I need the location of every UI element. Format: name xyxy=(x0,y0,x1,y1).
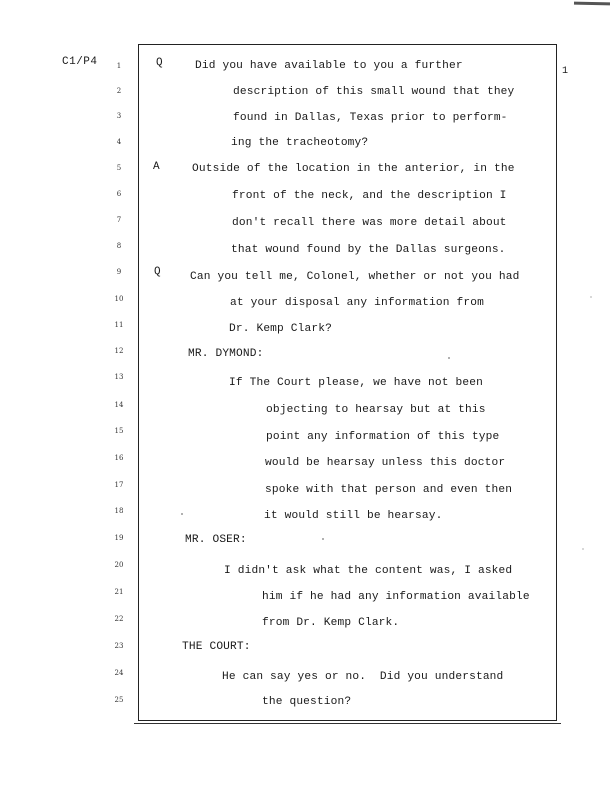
transcript-line: Did you have available to you a further xyxy=(195,60,463,72)
line-number: 14 xyxy=(114,401,124,409)
line-number: 18 xyxy=(114,507,124,515)
speaker-label: MR. OSER: xyxy=(185,534,247,546)
scan-speck xyxy=(448,357,450,359)
transcript-line: description of this small wound that they xyxy=(233,86,515,98)
transcript-line: front of the neck, and the description I xyxy=(232,190,507,202)
line-number: 13 xyxy=(114,373,124,381)
transcript-line: that wound found by the Dallas surgeons. xyxy=(231,244,506,256)
line-number: 21 xyxy=(114,588,124,596)
page-number: 1 xyxy=(562,66,569,77)
transcript-line: Dr. Kemp Clark? xyxy=(229,323,332,335)
line-number: 24 xyxy=(114,669,124,677)
answer-marker: A xyxy=(153,161,160,173)
transcript-line: If The Court please, we have not been xyxy=(229,377,483,389)
transcript-line: would be hearsay unless this doctor xyxy=(265,457,506,469)
transcript-line: spoke with that person and even then xyxy=(265,484,513,496)
line-number: 20 xyxy=(114,561,124,569)
scan-speck xyxy=(582,548,584,550)
scan-speck xyxy=(322,538,324,540)
line-number: 22 xyxy=(114,615,124,623)
line-number: 10 xyxy=(114,295,124,303)
line-number: 19 xyxy=(114,534,124,542)
frame-bottom-rule xyxy=(134,723,561,724)
line-number: 1 xyxy=(116,62,122,70)
transcript-line: objecting to hearsay but at this xyxy=(266,404,486,416)
scan-speck xyxy=(590,296,592,298)
transcript-line: found in Dallas, Texas prior to perform- xyxy=(233,112,508,124)
question-marker: Q xyxy=(156,57,163,69)
scan-speck xyxy=(181,513,183,515)
speaker-label: THE COURT: xyxy=(182,641,251,653)
line-number: 23 xyxy=(114,642,124,650)
transcript-line: He can say yes or no. Did you understand xyxy=(222,671,504,683)
page-id: C1/P4 xyxy=(62,56,98,68)
line-number: 7 xyxy=(116,216,122,224)
transcript-line: from Dr. Kemp Clark. xyxy=(262,617,400,629)
line-number: 25 xyxy=(114,696,124,704)
transcript-line: Can you tell me, Colonel, whether or not you had xyxy=(190,271,520,283)
line-number: 5 xyxy=(116,164,122,172)
line-number: 9 xyxy=(116,268,122,276)
transcript-line: point any information of this type xyxy=(266,431,500,443)
line-number: 6 xyxy=(116,190,122,198)
line-number: 15 xyxy=(114,427,124,435)
line-number: 3 xyxy=(116,112,122,120)
speaker-label: MR. DYMOND: xyxy=(188,348,264,360)
transcript-line: I didn't ask what the content was, I asked xyxy=(224,565,513,577)
top-edge-mark xyxy=(574,2,610,6)
line-number: 12 xyxy=(114,347,124,355)
transcript-line: don't recall there was more detail about xyxy=(232,217,507,229)
transcript-line: at your disposal any information from xyxy=(230,297,484,309)
transcript-line: it would still be hearsay. xyxy=(264,510,443,522)
transcript-line: the question? xyxy=(262,696,352,708)
line-number: 17 xyxy=(114,481,124,489)
line-number: 11 xyxy=(114,321,124,329)
transcript-line: him if he had any information available xyxy=(262,591,530,603)
transcript-line: ing the tracheotomy? xyxy=(231,137,369,149)
line-number: 16 xyxy=(114,454,124,462)
question-marker: Q xyxy=(154,266,161,278)
line-number: 8 xyxy=(116,242,122,250)
line-number: 2 xyxy=(116,87,122,95)
transcript-line: Outside of the location in the anterior, in the xyxy=(192,163,515,175)
line-number: 4 xyxy=(116,138,122,146)
